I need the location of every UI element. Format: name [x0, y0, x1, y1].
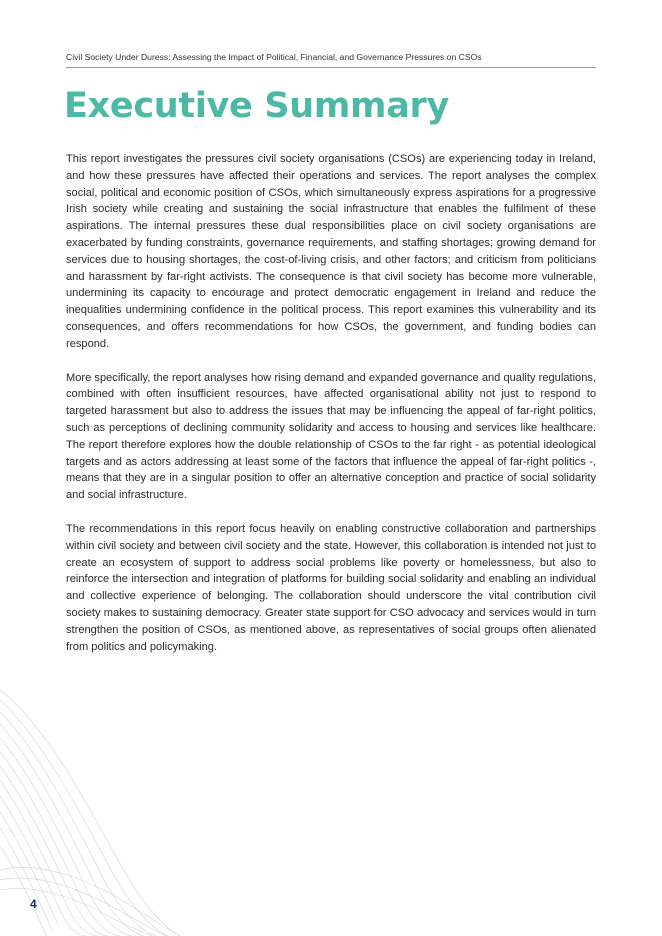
paragraph-1: This report investigates the pressures civil society organisations (CSOs) are experiencing today in Ireland, and how these pressures have affected their operations and services. The report analyses the complex social, political and economic position of CSOs, which simultaneously express aspirations for a progressive Irish society while creating and sustaining the social infrastructure that enables the fulfilment of these aspirations. The internal pressures these dual responsibilities place on civil society organisations are exacerbated by funding constraints, governance requirements, and staffing shortages; growing demand for services due to housing shortages, the cost-of-living crisis, and other factors; and criticism from politicians and harassment by far-right activists. The consequence is that civil society has become more vulnerable, undermining its capacity to encourage and protect democratic engagement in Ireland and reduce the inequalities undermining confidence in the political process. This report examines this vulnerability and its consequences, and offers recommendations for how CSOs, the government, and funding bodies can respond. — [66, 153, 596, 350]
body-text — [66, 151, 596, 672]
paragraph-3: The recommendations in this report focus heavily on enabling constructive collaboration and partnerships within civil society and between civil society and the state. However, this collaboration is intended not just to create an ecosystem of support to address social problems like poverty or homelessness, but also to reinforce the intersection and integration of platforms for building social solidarity and enabling an individual and collective experience of belonging. The collaboration should underscore the vital contribution civil society makes to sustaining democracy. Greater state support for CSO advocacy and services would in turn strengthen the position of CSOs, as mentioned above, as representatives of social groups often alienated from politics and policymaking. — [66, 522, 596, 653]
running-header — [66, 52, 596, 68]
paragraph-2: More specifically, the report analyses how rising demand and expanded governance and quality regulations, combined with often insufficient resources, have affected organisational ability not just to respond to targeted harassment but also to address the issues that may be influencing the appeal of far-right politics, such as perceptions of declining community solidarity and access to housing and services like healthcare. The report therefore explores how the double relationship of CSOs to the far right - as potential ideological targets and as actors addressing at least some of the factors that influence the appeal of far-right politics -, means that they are in a singular position to offer an alternative conception and practice of social solidarity and social infrastructure. — [66, 371, 596, 502]
running-header-text: Civil Society Under Duress: Assessing the Impact of Political, Financial, and Governance Pressures on CSOs — [66, 52, 482, 62]
page-number: 4 — [30, 897, 37, 911]
page-title: Executive Summary — [64, 86, 450, 126]
